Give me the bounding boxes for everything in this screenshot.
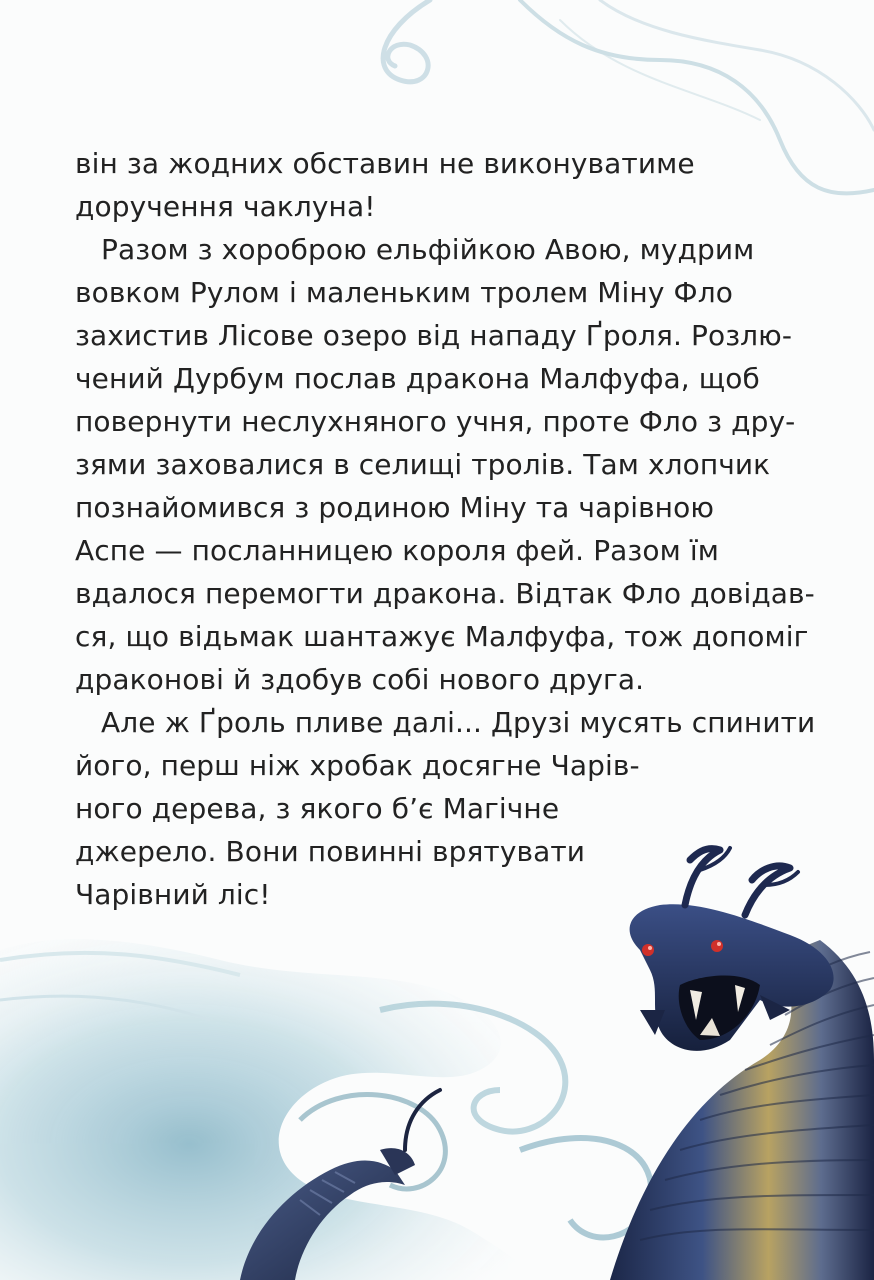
text-line: доручення чаклуна! [75, 190, 376, 223]
worm-mouth [679, 976, 760, 1040]
text-line: Аспе — посланницею короля фей. Разом їм [75, 534, 719, 567]
text-line: Чарівний ліс! [75, 878, 271, 911]
text-line: повернути неслухняного учня, проте Фло з дру- [75, 405, 796, 438]
text-line: ного дерева, з якого б’є Магічне [75, 792, 560, 825]
worm-eye-left [642, 944, 654, 956]
mist-cloud [0, 939, 651, 1280]
text-line: Але ж Ґроль пливе далі... Друзі мусять спинити [101, 706, 816, 739]
text-line: драконові й здобув собі нового друга. [75, 663, 645, 696]
paragraph-1 [75, 142, 765, 228]
paragraph-3 [75, 701, 816, 916]
text-line: вовком Рулом і маленьким тролем Міну Фло [75, 276, 733, 309]
story-text [75, 142, 816, 916]
paragraph-2 [75, 228, 815, 701]
text-line: він за жодних обставин не виконуватиме [75, 147, 695, 180]
text-line: вдалося перемогти дракона. Відтак Фло довідав- [75, 577, 815, 610]
text-line: Разом з хороброю ельфійкою Авою, мудрим [101, 233, 755, 266]
text-line: зями заховалися в селищі тролів. Там хлопчик [75, 448, 771, 481]
text-line: захистив Лісове озеро від нападу Ґроля. Розлю- [75, 319, 793, 352]
text-line: познайомився з родиною Міну та чарівною [75, 491, 714, 524]
text-line: ся, що відьмак шантажує Малфуфа, тож допоміг [75, 620, 809, 653]
text-line: його, перш ніж хробак досягне Чарів- [75, 749, 640, 782]
text-line: джерело. Вони повинні врятувати [75, 835, 586, 868]
worm-eye-right [711, 940, 723, 952]
text-line: чений Дурбум послав дракона Малфуфа, щоб [75, 362, 760, 395]
